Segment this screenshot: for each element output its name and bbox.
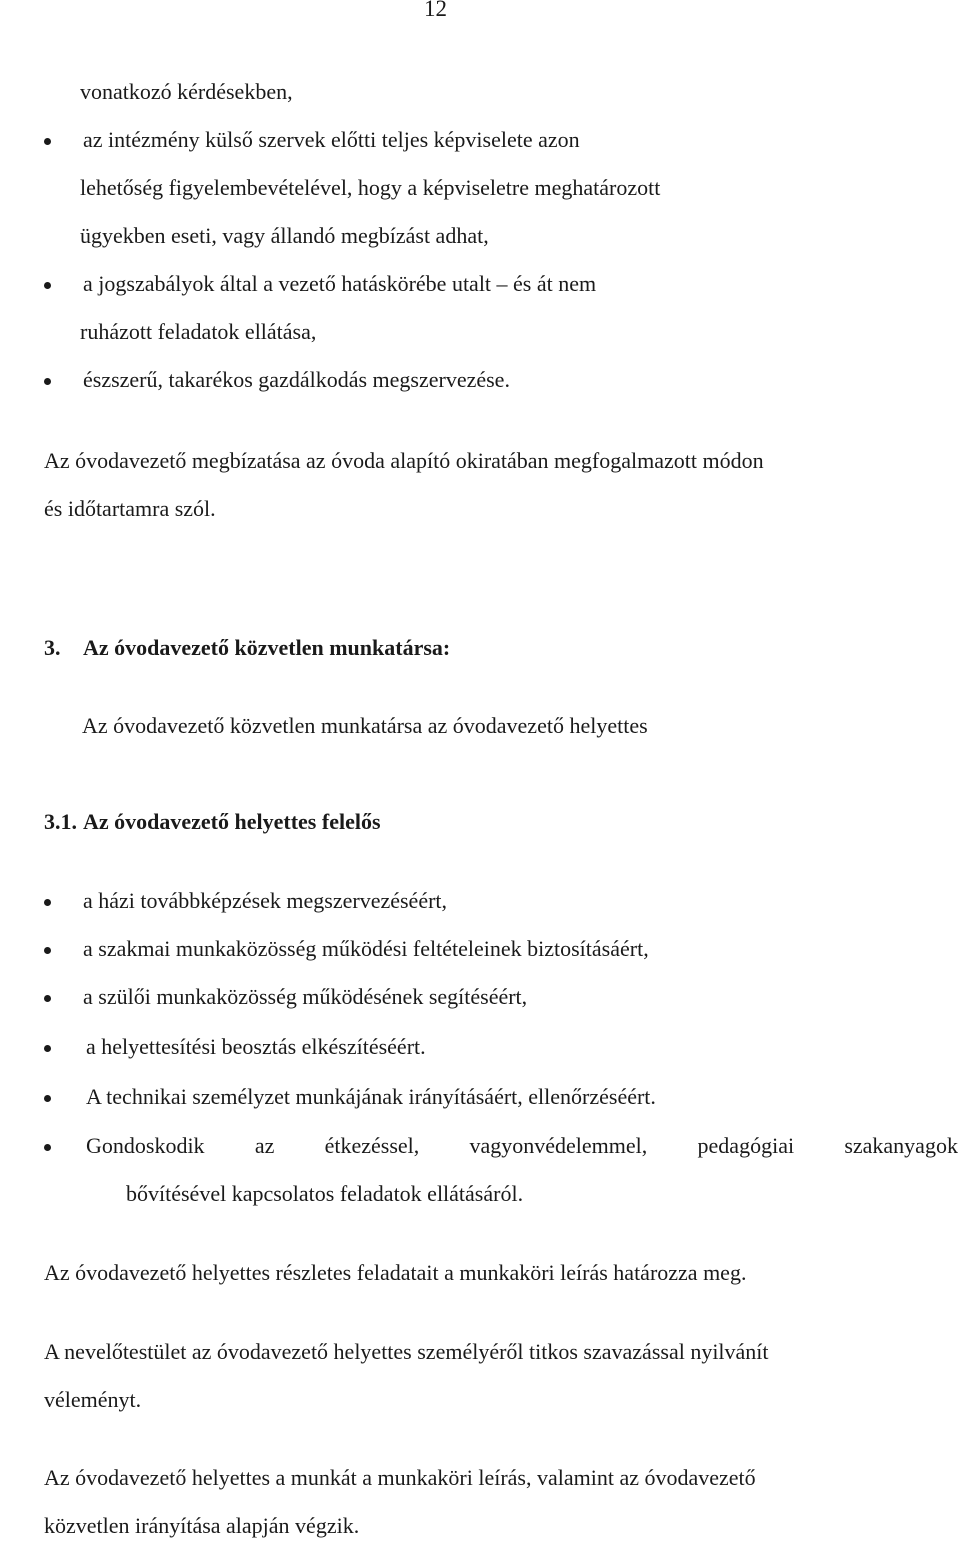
bullet-icon [44,1144,51,1151]
list-item: a szakmai munkaközösség működési feltételeinek biztosításáért, [83,936,649,961]
word: vagyonvédelemmel, [469,1133,648,1158]
list-item: a házi továbbképzések megszervezéséért, [83,888,448,913]
list-item: a helyettesítési beosztás elkészítéséért. [86,1034,426,1059]
bullet-icon [44,138,51,145]
section-title: Az óvodavezető helyettes felelős [83,809,381,834]
paragraph-line: és időtartamra szól. [44,496,216,521]
word: az [254,1133,275,1158]
bullet-icon [44,1045,51,1052]
bullet-icon [44,899,51,906]
list-item-line: ügyekben eseti, vagy állandó megbízást adhat, [80,223,489,248]
word: Gondoskodik [86,1133,205,1158]
section-number: 3.1. [44,809,77,834]
bullet-icon [44,282,51,289]
list-item: a szülői munkaközösség működésének segítéséért, [83,984,528,1009]
section-number: 3. [44,635,61,660]
list-item-line: ruházott feladatok ellátása, [80,319,317,344]
list-item: A technikai személyzet munkájának irányításáért, ellenőrzéséért. [86,1084,656,1109]
paragraph-line: Az óvodavezető helyettes a munkát a munkaköri leírás, valamint az óvodavezető [44,1465,756,1490]
list-item-line: lehetőség figyelembevételével, hogy a képviseletre meghatározott [80,175,661,200]
paragraph-line: A nevelőtestület az óvodavezető helyettes személyéről titkos szavazással nyilvánít [44,1339,769,1364]
paragraph-line: véleményt. [44,1387,142,1412]
list-item-line: az intézmény külső szervek előtti teljes képviselete azon [83,127,580,152]
paragraph-line: Az óvodavezető megbízatása az óvoda alapító okiratában megfogalmazott módon [44,448,764,473]
bullet-icon [44,947,51,954]
word: szakanyagok [844,1133,958,1158]
list-item-line: bővítésével kapcsolatos feladatok ellátásáról. [126,1181,524,1206]
bullet-icon [44,995,51,1002]
list-item-line: észszerű, takarékos gazdálkodás megszervezése. [83,367,510,392]
word: pedagógiai [697,1133,795,1158]
list-item-justified-line [86,1135,958,1157]
page-number: 12 [424,0,447,21]
bullet-icon [44,1095,51,1102]
paragraph-line: közvetlen irányítása alapján végzik. [44,1513,360,1538]
list-item-line: a jogszabályok által a vezető hatáskörébe utalt – és át nem [83,271,597,296]
section-text: Az óvodavezető közvetlen munkatársa az óvodavezető helyettes [82,713,648,738]
paragraph: Az óvodavezető helyettes részletes feladatait a munkaköri leírás határozza meg. [44,1260,747,1285]
section-title: Az óvodavezető közvetlen munkatársa: [83,635,451,660]
bullet-icon [44,378,51,385]
list-continuation: vonatkozó kérdésekben, [80,79,293,104]
word: étkezéssel, [324,1133,420,1158]
